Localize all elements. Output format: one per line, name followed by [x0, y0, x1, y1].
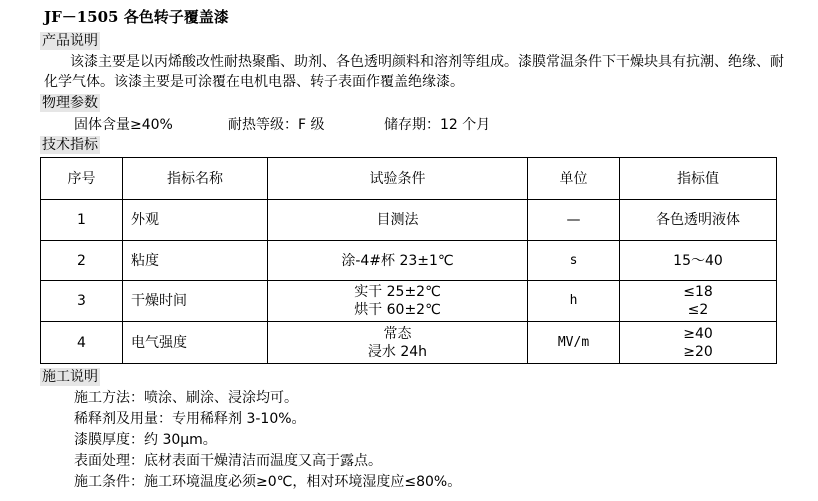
row-no: 1 [41, 200, 123, 241]
row-value [620, 322, 777, 364]
row-unit: MV/m [528, 322, 620, 364]
condition-line: 实干 25±2℃ [354, 284, 441, 300]
row-condition [268, 281, 528, 322]
value-line: ≤2 [687, 302, 709, 318]
row-value [620, 281, 777, 322]
row-condition: 目测法 [268, 200, 528, 241]
table-row [41, 241, 777, 281]
row-unit: s [528, 241, 620, 281]
condition-line: 烘干 60±2℃ [354, 302, 441, 318]
row-condition: 涂-4#杯 23±1℃ [268, 241, 528, 281]
construction-surface: 表面处理：底材表面干燥清洁而温度又高于露点。 [74, 453, 382, 469]
row-name: 电气强度 [123, 322, 268, 364]
section-heading-product: 产品说明 [42, 33, 98, 49]
header-unit: 单位 [528, 158, 620, 200]
header-no: 序号 [41, 158, 123, 200]
construction-thinner: 稀释剂及用量：专用稀释剂 3-10%。 [74, 411, 306, 427]
spec-table [40, 157, 777, 364]
row-value: 15～40 [620, 241, 777, 281]
construction-conditions: 施工条件：施工环境温度必须≥0℃，相对环境湿度应≤80%。 [74, 474, 462, 490]
document-title: JF－1505 各色转子覆盖漆 [44, 8, 229, 26]
param-storage-period: 储存期：12 个月 [384, 117, 491, 133]
row-name: 干燥时间 [123, 281, 268, 322]
value-line: ≥20 [683, 343, 713, 360]
product-description: 该漆主要是以丙烯酸改性耐热聚酯、助剂、各色透明颜料和溶剂等组成。漆膜常温条件下干燥块具有抗潮、绝缘、耐化学气体。该漆主要是可涂覆在电机电器、转子表面作覆盖绝缘漆。 [44, 54, 784, 90]
row-name: 外观 [123, 200, 268, 241]
header-name: 指标名称 [123, 158, 268, 200]
row-no: 2 [41, 241, 123, 281]
row-name: 粘度 [123, 241, 268, 281]
table-row [41, 281, 777, 322]
header-value: 指标值 [620, 158, 777, 200]
row-no: 3 [41, 281, 123, 322]
condition-line: 浸水 24h [367, 343, 428, 360]
condition-line: 常态 [383, 325, 412, 342]
param-solid-content: 固体含量≥40% [74, 117, 173, 133]
section-heading-construction: 施工说明 [42, 369, 98, 385]
table-header-row [41, 158, 777, 200]
construction-thickness: 漆膜厚度：约 30μm。 [74, 432, 217, 448]
section-heading-technical: 技术指标 [42, 137, 98, 153]
row-unit: — [528, 200, 620, 241]
header-condition: 试验条件 [268, 158, 528, 200]
table-row [41, 200, 777, 241]
row-condition [268, 322, 528, 364]
section-heading-physical: 物理参数 [42, 95, 98, 111]
row-value: 各色透明液体 [620, 200, 777, 241]
value-line: ≤18 [683, 284, 713, 300]
construction-method: 施工方法：喷涂、刷涂、浸涂均可。 [74, 390, 298, 406]
param-heat-class: 耐热等级：F 级 [228, 117, 325, 133]
row-unit: h [528, 281, 620, 322]
value-line: ≥40 [683, 325, 713, 342]
table-row [41, 322, 777, 364]
row-no: 4 [41, 322, 123, 364]
